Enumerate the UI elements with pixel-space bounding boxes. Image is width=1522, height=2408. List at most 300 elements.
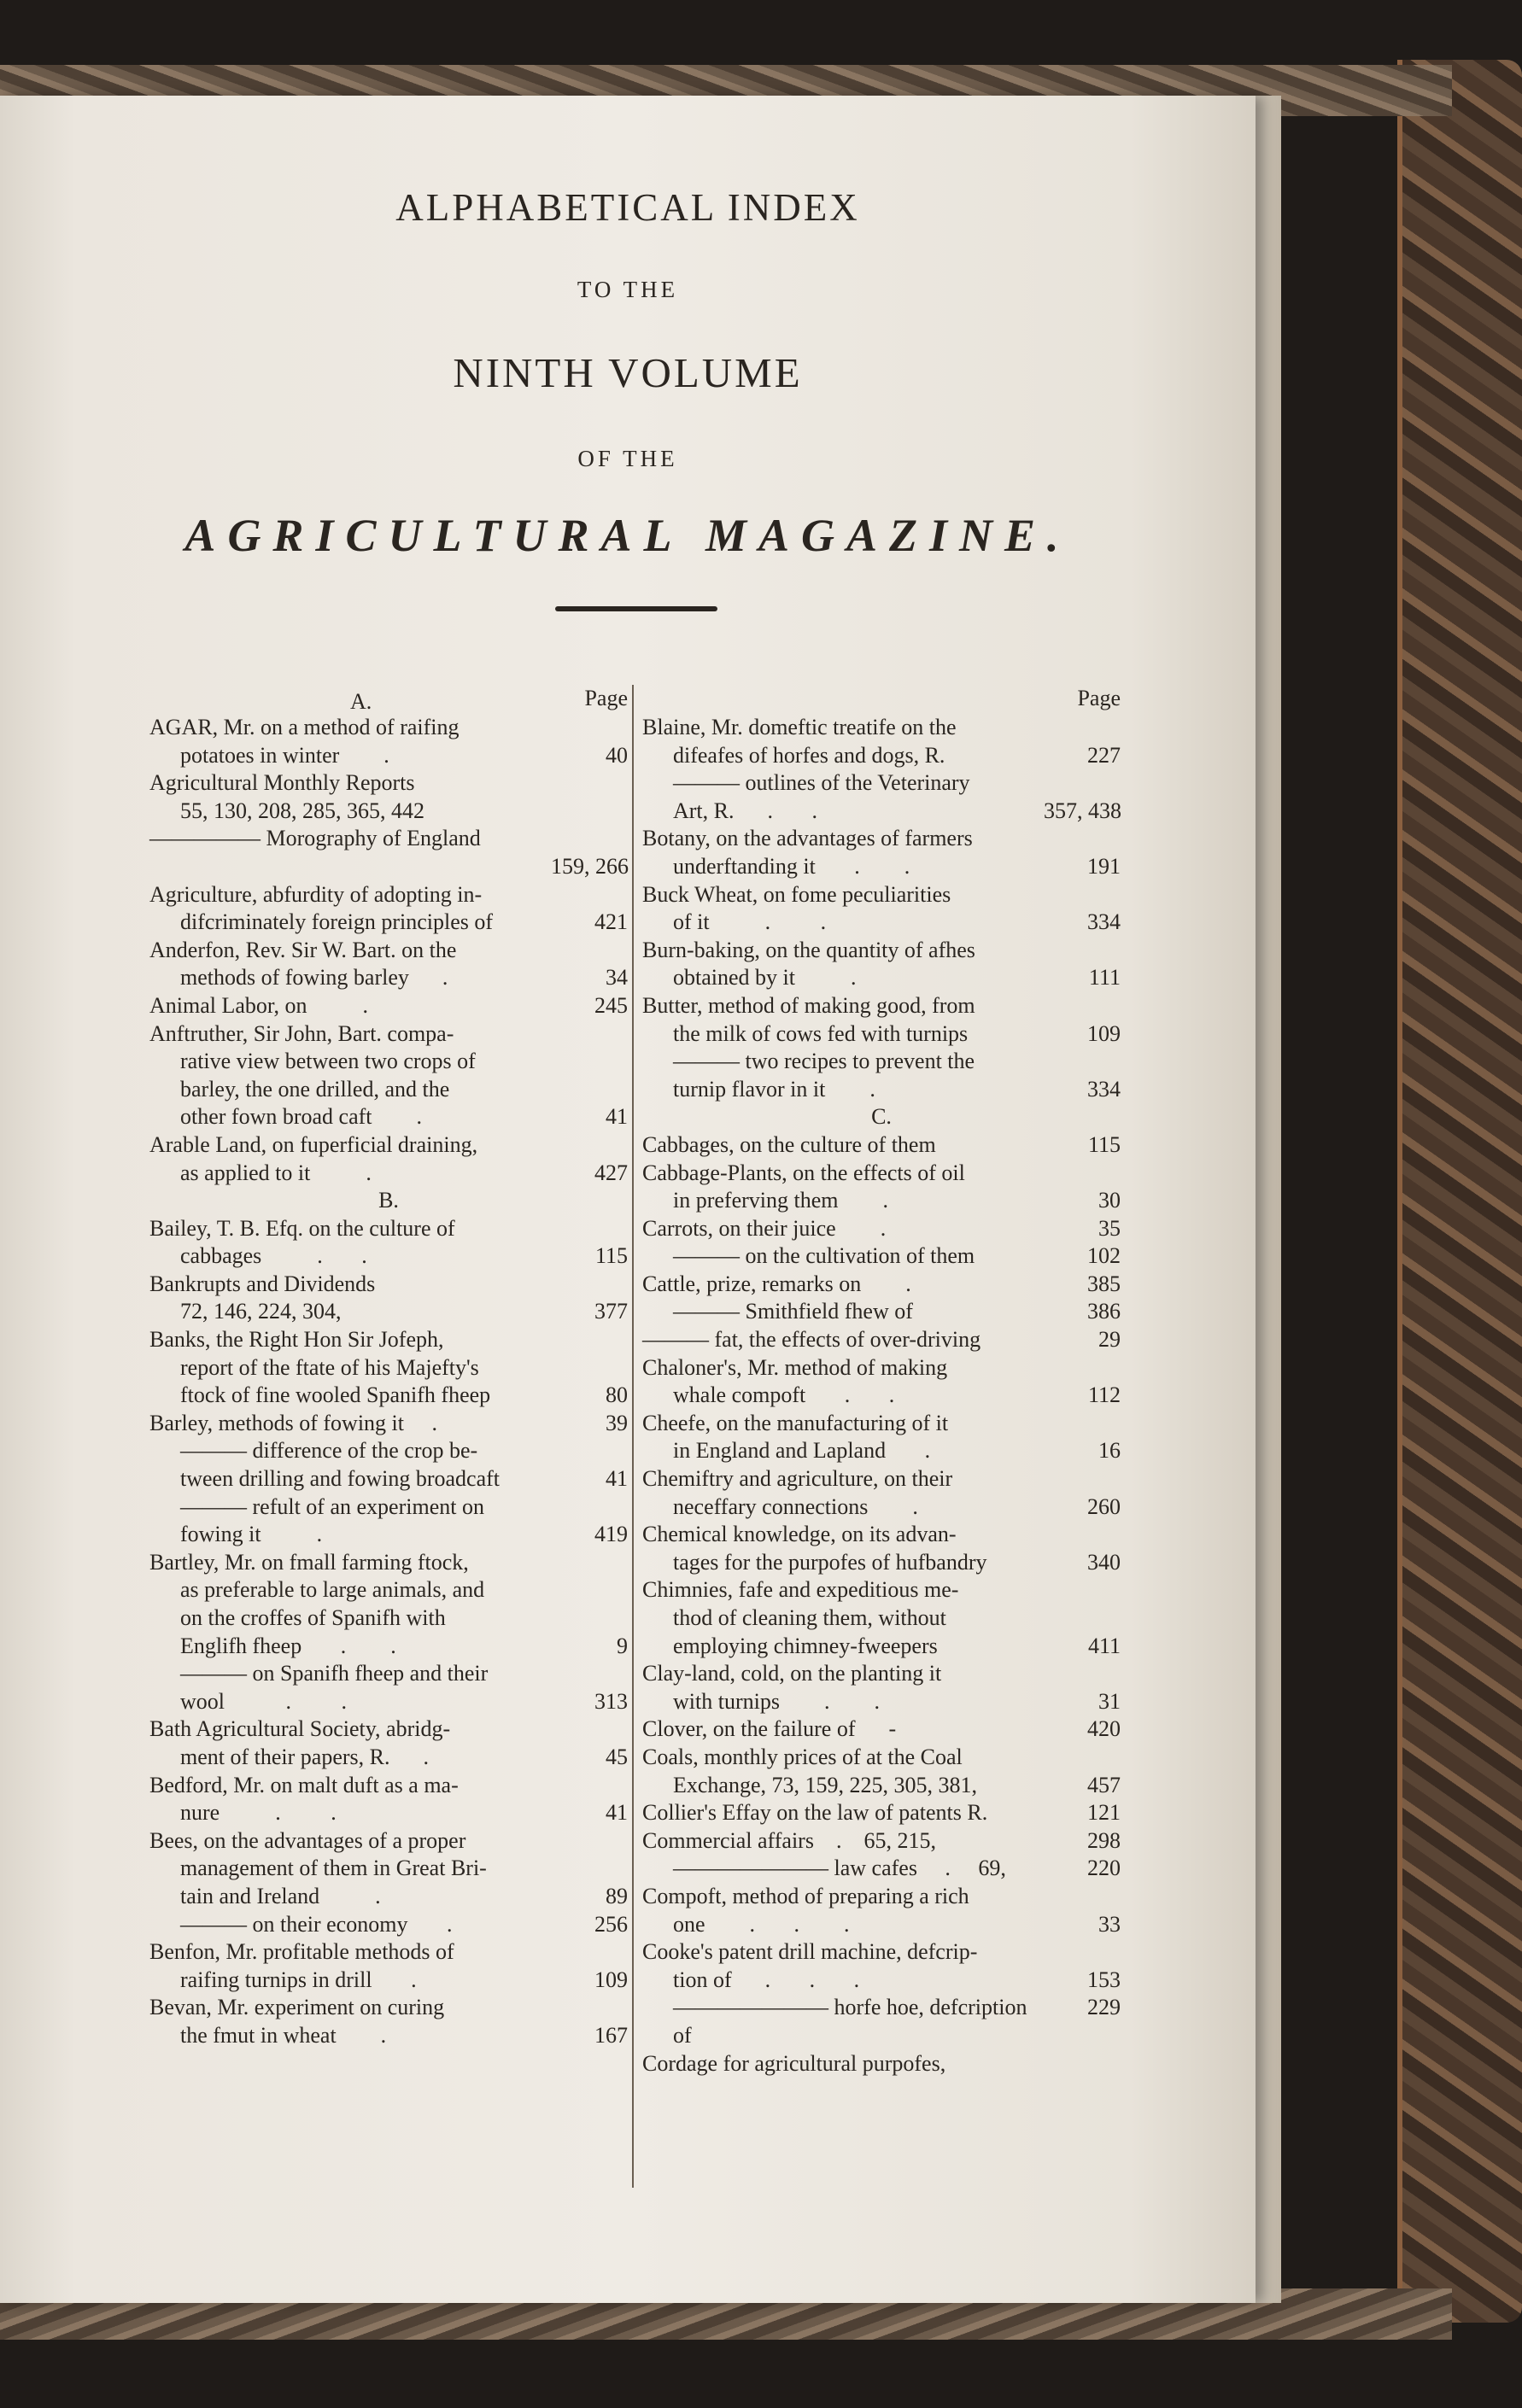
entry-page-number bbox=[1044, 1883, 1121, 1911]
entry-text: ——— difference of the crop be- bbox=[180, 1438, 478, 1464]
entry-page-number bbox=[551, 1020, 628, 1049]
entry-page-number: 298 bbox=[1087, 1827, 1121, 1853]
index-entry bbox=[149, 1715, 628, 1744]
entry-text: Cooke's patent drill machine, defcrip- bbox=[642, 1939, 978, 1965]
entry-page-number: 31 bbox=[1098, 1688, 1121, 1714]
index-entry bbox=[642, 1744, 1121, 1772]
entry-text: thod of cleaning them, without bbox=[673, 1605, 946, 1630]
entry-text: Cordage for agricultural purpofes, bbox=[642, 2050, 946, 2076]
index-entry bbox=[642, 1521, 1121, 1549]
entry-page-number: 30 bbox=[1098, 1188, 1121, 1213]
index-entry bbox=[149, 1576, 628, 1604]
entry-page-number bbox=[1044, 714, 1121, 742]
entry-page-number bbox=[1044, 992, 1121, 1020]
entry-page-number bbox=[551, 1855, 628, 1883]
entry-page-number bbox=[551, 798, 628, 826]
entry-text: ——— on Spanifh fheep and their bbox=[180, 1661, 489, 1686]
entry-page-number: 33 bbox=[1098, 1911, 1121, 1937]
entry-text: difcriminately foreign principles of bbox=[180, 909, 494, 935]
entry-text: employing chimney-fweepers bbox=[673, 1633, 938, 1658]
entry-text: obtained by it . bbox=[673, 965, 857, 991]
entry-text: wool . . bbox=[180, 1688, 347, 1714]
entry-page-number: 167 bbox=[594, 2022, 628, 2048]
entry-page-number: 340 bbox=[1087, 1549, 1121, 1575]
entry-page-number: 386 bbox=[1087, 1299, 1121, 1324]
entry-text: AGAR, Mr. on a method of raifing bbox=[149, 715, 460, 739]
entry-text: Art, R. . . bbox=[673, 798, 817, 823]
entry-text: on the croffes of Spanifh with bbox=[180, 1605, 446, 1630]
entry-page-number: 227 bbox=[1087, 742, 1121, 768]
index-entry bbox=[642, 937, 1121, 965]
entry-text: Commercial affairs . 65, 215, bbox=[642, 1827, 936, 1853]
index-entry bbox=[149, 853, 628, 881]
index-entry bbox=[642, 798, 1121, 826]
entry-text: underftanding it . . bbox=[673, 853, 910, 879]
entry-page-number: 9 bbox=[617, 1633, 628, 1658]
entry-page-number bbox=[551, 881, 628, 909]
entry-page-number bbox=[1044, 881, 1121, 909]
entry-text: Clover, on the failure of - bbox=[642, 1716, 897, 1742]
entry-text: Clay-land, cold, on the planting it bbox=[642, 1661, 942, 1686]
entry-text: as preferable to large animals, and bbox=[180, 1577, 485, 1603]
entry-page-number: 89 bbox=[606, 1883, 628, 1908]
index-entry bbox=[149, 1242, 628, 1271]
entry-page-number bbox=[551, 1215, 628, 1243]
entry-text: Anftruther, Sir John, Bart. compa- bbox=[149, 1020, 454, 1046]
entry-text: Chemical knowledge, on its advan- bbox=[642, 1522, 957, 1547]
index-entry bbox=[149, 1660, 628, 1688]
entry-text: Blaine, Mr. domeftic treatife on the bbox=[642, 715, 957, 739]
column-divider bbox=[632, 685, 634, 2188]
entry-page-number: 313 bbox=[594, 1688, 628, 1714]
index-entry bbox=[149, 1688, 628, 1716]
entry-page-number bbox=[551, 1994, 628, 2022]
index-entry bbox=[642, 1215, 1121, 1243]
entry-page-number: 35 bbox=[1098, 1215, 1121, 1241]
index-entry bbox=[149, 1938, 628, 1967]
entry-text: difeafes of horfes and dogs, R. bbox=[673, 742, 945, 768]
entry-text: methods of fowing barley . bbox=[180, 965, 448, 991]
right-column-header bbox=[642, 685, 1121, 714]
entry-text: Bankrupts and Dividends bbox=[149, 1271, 376, 1296]
entry-text: ——— refult of an experiment on bbox=[180, 1493, 484, 1519]
index-entry bbox=[149, 881, 628, 909]
entry-page-number bbox=[551, 1131, 628, 1160]
entry-text: Cabbages, on the culture of them bbox=[642, 1131, 936, 1157]
entry-text: Bailey, T. B. Efq. on the culture of bbox=[149, 1215, 455, 1241]
entry-page-number bbox=[1044, 1160, 1121, 1188]
entry-text: Bevan, Mr. experiment on curing bbox=[149, 1995, 445, 2020]
entry-text: of it . . bbox=[673, 909, 827, 935]
entry-page-number: 41 bbox=[606, 1800, 628, 1826]
entry-page-number bbox=[551, 1354, 628, 1382]
entry-page-number: 457 bbox=[1087, 1772, 1121, 1797]
entry-page-number: 245 bbox=[594, 992, 628, 1018]
index-entry bbox=[642, 2050, 1121, 2078]
ornamental-rule bbox=[555, 606, 717, 611]
entry-text: turnip flavor in it . bbox=[673, 1076, 875, 1102]
index-entry bbox=[149, 1076, 628, 1104]
entry-text: ——— on their economy . bbox=[180, 1911, 453, 1937]
index-entry bbox=[642, 964, 1121, 992]
entry-page-number: 191 bbox=[1087, 853, 1121, 879]
index-entry bbox=[642, 1410, 1121, 1438]
entry-text: Chaloner's, Mr. method of making bbox=[642, 1354, 948, 1380]
index-entry bbox=[642, 1772, 1121, 1800]
entry-page-number bbox=[1044, 1576, 1121, 1604]
index-entry bbox=[149, 1020, 628, 1049]
index-entry bbox=[642, 1827, 1121, 1856]
index-entry bbox=[642, 1967, 1121, 1995]
entry-page-number: 111 bbox=[1088, 965, 1121, 991]
entry-text: Bees, on the advantages of a proper bbox=[149, 1827, 466, 1853]
index-entry bbox=[642, 1076, 1121, 1104]
entry-text: with turnips . . bbox=[673, 1688, 880, 1714]
index-entry bbox=[149, 1410, 628, 1438]
entry-text: Agriculture, abfurdity of adopting in- bbox=[149, 881, 483, 907]
entry-page-number bbox=[551, 1493, 628, 1522]
entry-page-number bbox=[551, 1772, 628, 1800]
entry-page-number: 109 bbox=[594, 1967, 628, 1992]
index-entry bbox=[149, 825, 628, 853]
entry-text: 55, 130, 208, 285, 365, 442 bbox=[180, 798, 424, 823]
entry-text: Cattle, prize, remarks on . bbox=[642, 1271, 911, 1296]
index-entry bbox=[149, 1772, 628, 1800]
left-column-header bbox=[149, 685, 628, 714]
title-line-4: OF THE bbox=[577, 446, 678, 471]
entry-page-number: 420 bbox=[1087, 1716, 1121, 1742]
entry-page-number bbox=[551, 1048, 628, 1076]
entry-text: cabbages . . bbox=[180, 1243, 367, 1269]
index-entry bbox=[642, 1855, 1121, 1883]
index-entry bbox=[642, 825, 1121, 853]
entry-text: Butter, method of making good, from bbox=[642, 992, 975, 1018]
entry-page-number bbox=[1044, 1660, 1121, 1688]
entry-text: tain and Ireland . bbox=[180, 1883, 381, 1908]
index-entry bbox=[149, 937, 628, 965]
entry-page-number bbox=[1044, 1604, 1121, 1633]
section-letter: B. bbox=[378, 1188, 399, 1213]
index-entry bbox=[149, 742, 628, 770]
entry-page-number bbox=[551, 769, 628, 798]
entry-page-number: 427 bbox=[594, 1160, 628, 1185]
entry-text: ——— outlines of the Veterinary bbox=[673, 770, 970, 796]
index-entry bbox=[149, 1103, 628, 1131]
entry-text: one . . . bbox=[673, 1911, 850, 1937]
index-entry bbox=[149, 1855, 628, 1883]
entry-page-number: 80 bbox=[606, 1382, 628, 1408]
entry-page-number bbox=[551, 825, 628, 853]
index-entry bbox=[149, 1048, 628, 1076]
entry-page-number bbox=[1044, 2050, 1121, 2078]
entry-page-number bbox=[1044, 1938, 1121, 1967]
index-entry bbox=[642, 1242, 1121, 1271]
entry-page-number bbox=[551, 937, 628, 965]
index-entry bbox=[642, 881, 1121, 909]
entry-text: nure . . bbox=[180, 1800, 337, 1826]
entry-text: ——— Smithfield fhew of bbox=[673, 1299, 913, 1324]
entry-page-number: 16 bbox=[1098, 1438, 1121, 1464]
entry-text: Carrots, on their juice . bbox=[642, 1215, 887, 1241]
index-entry bbox=[149, 909, 628, 937]
index-entry bbox=[642, 1382, 1121, 1410]
entry-text: Botany, on the advantages of farmers bbox=[642, 826, 973, 851]
entry-page-number: 109 bbox=[1087, 1020, 1121, 1046]
entry-text bbox=[149, 853, 551, 881]
entry-page-number: 229 bbox=[1087, 1995, 1121, 2020]
index-entry bbox=[149, 769, 628, 798]
entry-page-number bbox=[551, 1326, 628, 1354]
entry-text: tion of . . . bbox=[673, 1967, 860, 1992]
index-entry bbox=[149, 1799, 628, 1827]
entry-page-number bbox=[551, 1076, 628, 1104]
index-entry bbox=[149, 798, 628, 826]
index-entry bbox=[642, 1160, 1121, 1188]
entry-text: Arable Land, on fuperficial draining, bbox=[149, 1131, 478, 1157]
entry-text: Chimnies, fafe and expeditious me- bbox=[642, 1577, 959, 1603]
entry-page-number bbox=[551, 1604, 628, 1633]
index-entry bbox=[642, 1493, 1121, 1522]
entry-text: Banks, the Right Hon Sir Jofeph, bbox=[149, 1327, 444, 1353]
entry-text: Animal Labor, on . bbox=[149, 992, 369, 1018]
entry-page-number: 153 bbox=[1087, 1967, 1121, 1992]
entry-page-number bbox=[1044, 1465, 1121, 1493]
entry-text: ftock of fine wooled Spanifh fheep bbox=[180, 1382, 491, 1408]
title-line-2: TO THE bbox=[577, 277, 679, 302]
index-entry bbox=[149, 1326, 628, 1354]
index-entry bbox=[149, 1549, 628, 1577]
entry-page-number bbox=[1044, 769, 1121, 798]
index-entry bbox=[642, 1688, 1121, 1716]
index-entry bbox=[149, 1967, 628, 1995]
entry-page-number: 41 bbox=[606, 1104, 628, 1130]
index-entry bbox=[149, 1437, 628, 1465]
entry-page-number bbox=[551, 1660, 628, 1688]
entry-page-number: 34 bbox=[606, 965, 628, 991]
entry-page-number: 256 bbox=[594, 1911, 628, 1937]
entry-page-number bbox=[551, 714, 628, 742]
right-column bbox=[642, 685, 1121, 2078]
entry-text: Coals, monthly prices of at the Coal bbox=[642, 1744, 963, 1769]
index-entry bbox=[149, 1911, 628, 1939]
entry-page-number bbox=[1044, 1521, 1121, 1549]
entry-text: Burn-baking, on the quantity of afhes bbox=[642, 937, 975, 962]
entry-text: Bedford, Mr. on malt duft as a ma- bbox=[149, 1772, 459, 1797]
entry-page-number: 357, 438 bbox=[1044, 798, 1121, 823]
entry-text: 72, 146, 224, 304, bbox=[180, 1299, 342, 1324]
index-entry bbox=[642, 1298, 1121, 1326]
index-entry bbox=[642, 1715, 1121, 1744]
entry-text: barley, the one drilled, and the bbox=[180, 1076, 450, 1102]
entry-text: in England and Lapland . bbox=[673, 1438, 931, 1464]
index-entry bbox=[149, 1883, 628, 1911]
entry-text: ——— fat, the effects of over-driving bbox=[642, 1327, 981, 1353]
index-entry bbox=[149, 1827, 628, 1856]
index-entry bbox=[642, 742, 1121, 770]
entry-text: ————— Morography of England bbox=[149, 826, 481, 851]
entry-text: other fown broad caft . bbox=[180, 1104, 423, 1130]
index-entry bbox=[642, 1549, 1121, 1577]
entry-text: the fmut in wheat . bbox=[180, 2022, 387, 2048]
index-entry bbox=[149, 1465, 628, 1493]
index-entry bbox=[149, 1633, 628, 1661]
index-entry bbox=[149, 1382, 628, 1410]
entry-page-number: 159, 266 bbox=[551, 853, 629, 879]
index-entry bbox=[149, 1271, 628, 1299]
index-entry bbox=[642, 1911, 1121, 1939]
title-line-1: ALPHABETICAL INDEX bbox=[395, 186, 860, 229]
entry-page-number: 334 bbox=[1087, 1076, 1121, 1102]
entry-text: ——— two recipes to prevent the bbox=[673, 1049, 975, 1074]
index-entry bbox=[149, 1131, 628, 1160]
index-entry bbox=[149, 2022, 628, 2050]
index-entry bbox=[642, 1576, 1121, 1604]
index-page bbox=[0, 96, 1256, 2303]
entry-page-number: 29 bbox=[1098, 1327, 1121, 1353]
index-entry bbox=[149, 992, 628, 1020]
index-entry bbox=[149, 1521, 628, 1549]
entry-text: Chemiftry and agriculture, on their bbox=[642, 1466, 953, 1492]
entry-page-number: 45 bbox=[606, 1744, 628, 1769]
index-entry bbox=[149, 964, 628, 992]
entry-page-number bbox=[1044, 937, 1121, 965]
entry-text: potatoes in winter . bbox=[180, 742, 389, 768]
entry-text: ——————— horfe hoe, defcription of bbox=[673, 1995, 1033, 2048]
index-entry bbox=[642, 714, 1121, 742]
entry-text: as applied to it . bbox=[180, 1160, 372, 1185]
entry-text: whale compoft . . bbox=[673, 1382, 895, 1408]
index-entry bbox=[642, 1660, 1121, 1688]
index-entry bbox=[642, 1633, 1121, 1661]
index-entry bbox=[149, 1215, 628, 1243]
page-label: Page bbox=[584, 686, 628, 710]
entry-text: report of the ftate of his Majefty's bbox=[180, 1354, 479, 1380]
index-entry bbox=[642, 1938, 1121, 1967]
index-entry bbox=[642, 1437, 1121, 1465]
section-letter: C. bbox=[871, 1104, 892, 1130]
entry-text: ——————— law cafes . 69, bbox=[673, 1856, 1006, 1881]
entry-page-number: 121 bbox=[1087, 1800, 1121, 1826]
index-entry bbox=[642, 1020, 1121, 1049]
index-entry bbox=[642, 1883, 1121, 1911]
index-entry bbox=[642, 1271, 1121, 1299]
entry-page-number bbox=[551, 1715, 628, 1744]
entry-page-number bbox=[551, 1576, 628, 1604]
index-entry bbox=[642, 853, 1121, 881]
entry-text: management of them in Great Bri- bbox=[180, 1856, 487, 1881]
entry-text: tages for the purpofes of hufbandry bbox=[673, 1549, 987, 1575]
entry-page-number: 112 bbox=[1087, 1382, 1121, 1408]
index-entry bbox=[642, 769, 1121, 798]
entry-page-number: 419 bbox=[594, 1522, 628, 1547]
page-label: Page bbox=[1077, 686, 1121, 710]
entry-page-number bbox=[551, 1938, 628, 1967]
entry-page-number: 102 bbox=[1087, 1243, 1121, 1269]
entry-text: tween drilling and fowing broadcaft bbox=[180, 1466, 500, 1492]
entry-page-number bbox=[551, 1437, 628, 1465]
entry-text: Buck Wheat, on fome peculiarities bbox=[642, 881, 951, 907]
entry-text: rative view between two crops of bbox=[180, 1049, 476, 1074]
index-entry bbox=[149, 1160, 628, 1188]
entry-text: Exchange, 73, 159, 225, 305, 381, bbox=[673, 1772, 978, 1797]
entry-page-number: 39 bbox=[606, 1410, 628, 1435]
entry-text: neceffary connections . bbox=[673, 1493, 918, 1519]
entry-text: the milk of cows fed with turnips bbox=[673, 1020, 969, 1046]
entry-text: in preferving them . bbox=[673, 1188, 888, 1213]
index-entry bbox=[149, 1493, 628, 1522]
index-entry bbox=[149, 714, 628, 742]
entry-text: Bartley, Mr. on fmall farming ftock, bbox=[149, 1549, 469, 1575]
entry-text: Cheefe, on the manufacturing of it bbox=[642, 1410, 949, 1435]
index-entry bbox=[149, 1604, 628, 1633]
entry-page-number: 220 bbox=[1087, 1856, 1121, 1881]
entry-page-number: 411 bbox=[1087, 1633, 1121, 1658]
entry-text: Barley, methods of fowing it . bbox=[149, 1410, 437, 1435]
right-entries bbox=[642, 714, 1121, 2078]
entry-page-number bbox=[551, 1271, 628, 1299]
entry-page-number bbox=[551, 1549, 628, 1577]
entry-text: Cabbage-Plants, on the effects of oil bbox=[642, 1160, 965, 1185]
entry-page-number bbox=[1044, 1354, 1121, 1382]
entry-text: raifing turnips in drill . bbox=[180, 1967, 417, 1992]
index-entry bbox=[642, 1604, 1121, 1633]
index-entry bbox=[149, 1298, 628, 1326]
entry-text: ——— on the cultivation of them bbox=[673, 1243, 975, 1269]
entry-page-number: 260 bbox=[1087, 1493, 1121, 1519]
title-line-3: NINTH VOLUME bbox=[453, 349, 803, 396]
entry-page-number: 40 bbox=[606, 742, 628, 768]
index-entry bbox=[642, 992, 1121, 1020]
index-entry bbox=[149, 1744, 628, 1772]
entry-page-number: 385 bbox=[1087, 1271, 1121, 1296]
entry-page-number: 115 bbox=[594, 1243, 628, 1269]
entry-text: Anderfon, Rev. Sir W. Bart. on the bbox=[149, 937, 457, 962]
entry-page-number: 421 bbox=[594, 909, 628, 935]
index-entry bbox=[642, 909, 1121, 937]
left-column bbox=[149, 685, 628, 2050]
index-entry bbox=[642, 1326, 1121, 1354]
entry-text: fowing it . bbox=[180, 1522, 323, 1547]
entry-text: ment of their papers, R. . bbox=[180, 1744, 429, 1769]
entry-page-number: 377 bbox=[594, 1299, 628, 1324]
entry-page-number bbox=[1044, 1048, 1121, 1076]
index-entry bbox=[642, 1799, 1121, 1827]
index-entry bbox=[642, 1048, 1121, 1076]
index-entry bbox=[642, 1994, 1121, 2049]
index-entry bbox=[642, 1131, 1121, 1160]
title-line-5: AGRICULTURAL MAGAZINE. bbox=[184, 510, 1071, 561]
marbled-cover-edge bbox=[1397, 60, 1522, 2323]
entry-page-number: 115 bbox=[1087, 1131, 1121, 1157]
index-entry bbox=[149, 1354, 628, 1382]
entry-page-number bbox=[551, 1827, 628, 1856]
entry-text: Collier's Effay on the law of patents R. bbox=[642, 1800, 988, 1826]
section-letter-a: A. bbox=[350, 689, 372, 714]
entry-page-number bbox=[1044, 825, 1121, 853]
entry-page-number bbox=[1044, 1410, 1121, 1438]
entry-page-number: 41 bbox=[606, 1466, 628, 1492]
entry-text: Bath Agricultural Society, abridg- bbox=[149, 1716, 451, 1742]
entry-text: Agricultural Monthly Reports bbox=[149, 770, 415, 796]
entry-text: Benfon, Mr. profitable methods of bbox=[149, 1939, 454, 1965]
index-entry bbox=[642, 1465, 1121, 1493]
entry-text: Englifh fheep . . bbox=[180, 1633, 396, 1658]
entry-text: Compoft, method of preparing a rich bbox=[642, 1883, 969, 1908]
index-entry bbox=[149, 1994, 628, 2022]
entry-page-number: 334 bbox=[1087, 909, 1121, 935]
entry-page-number bbox=[1044, 1744, 1121, 1772]
index-entry bbox=[642, 1354, 1121, 1382]
